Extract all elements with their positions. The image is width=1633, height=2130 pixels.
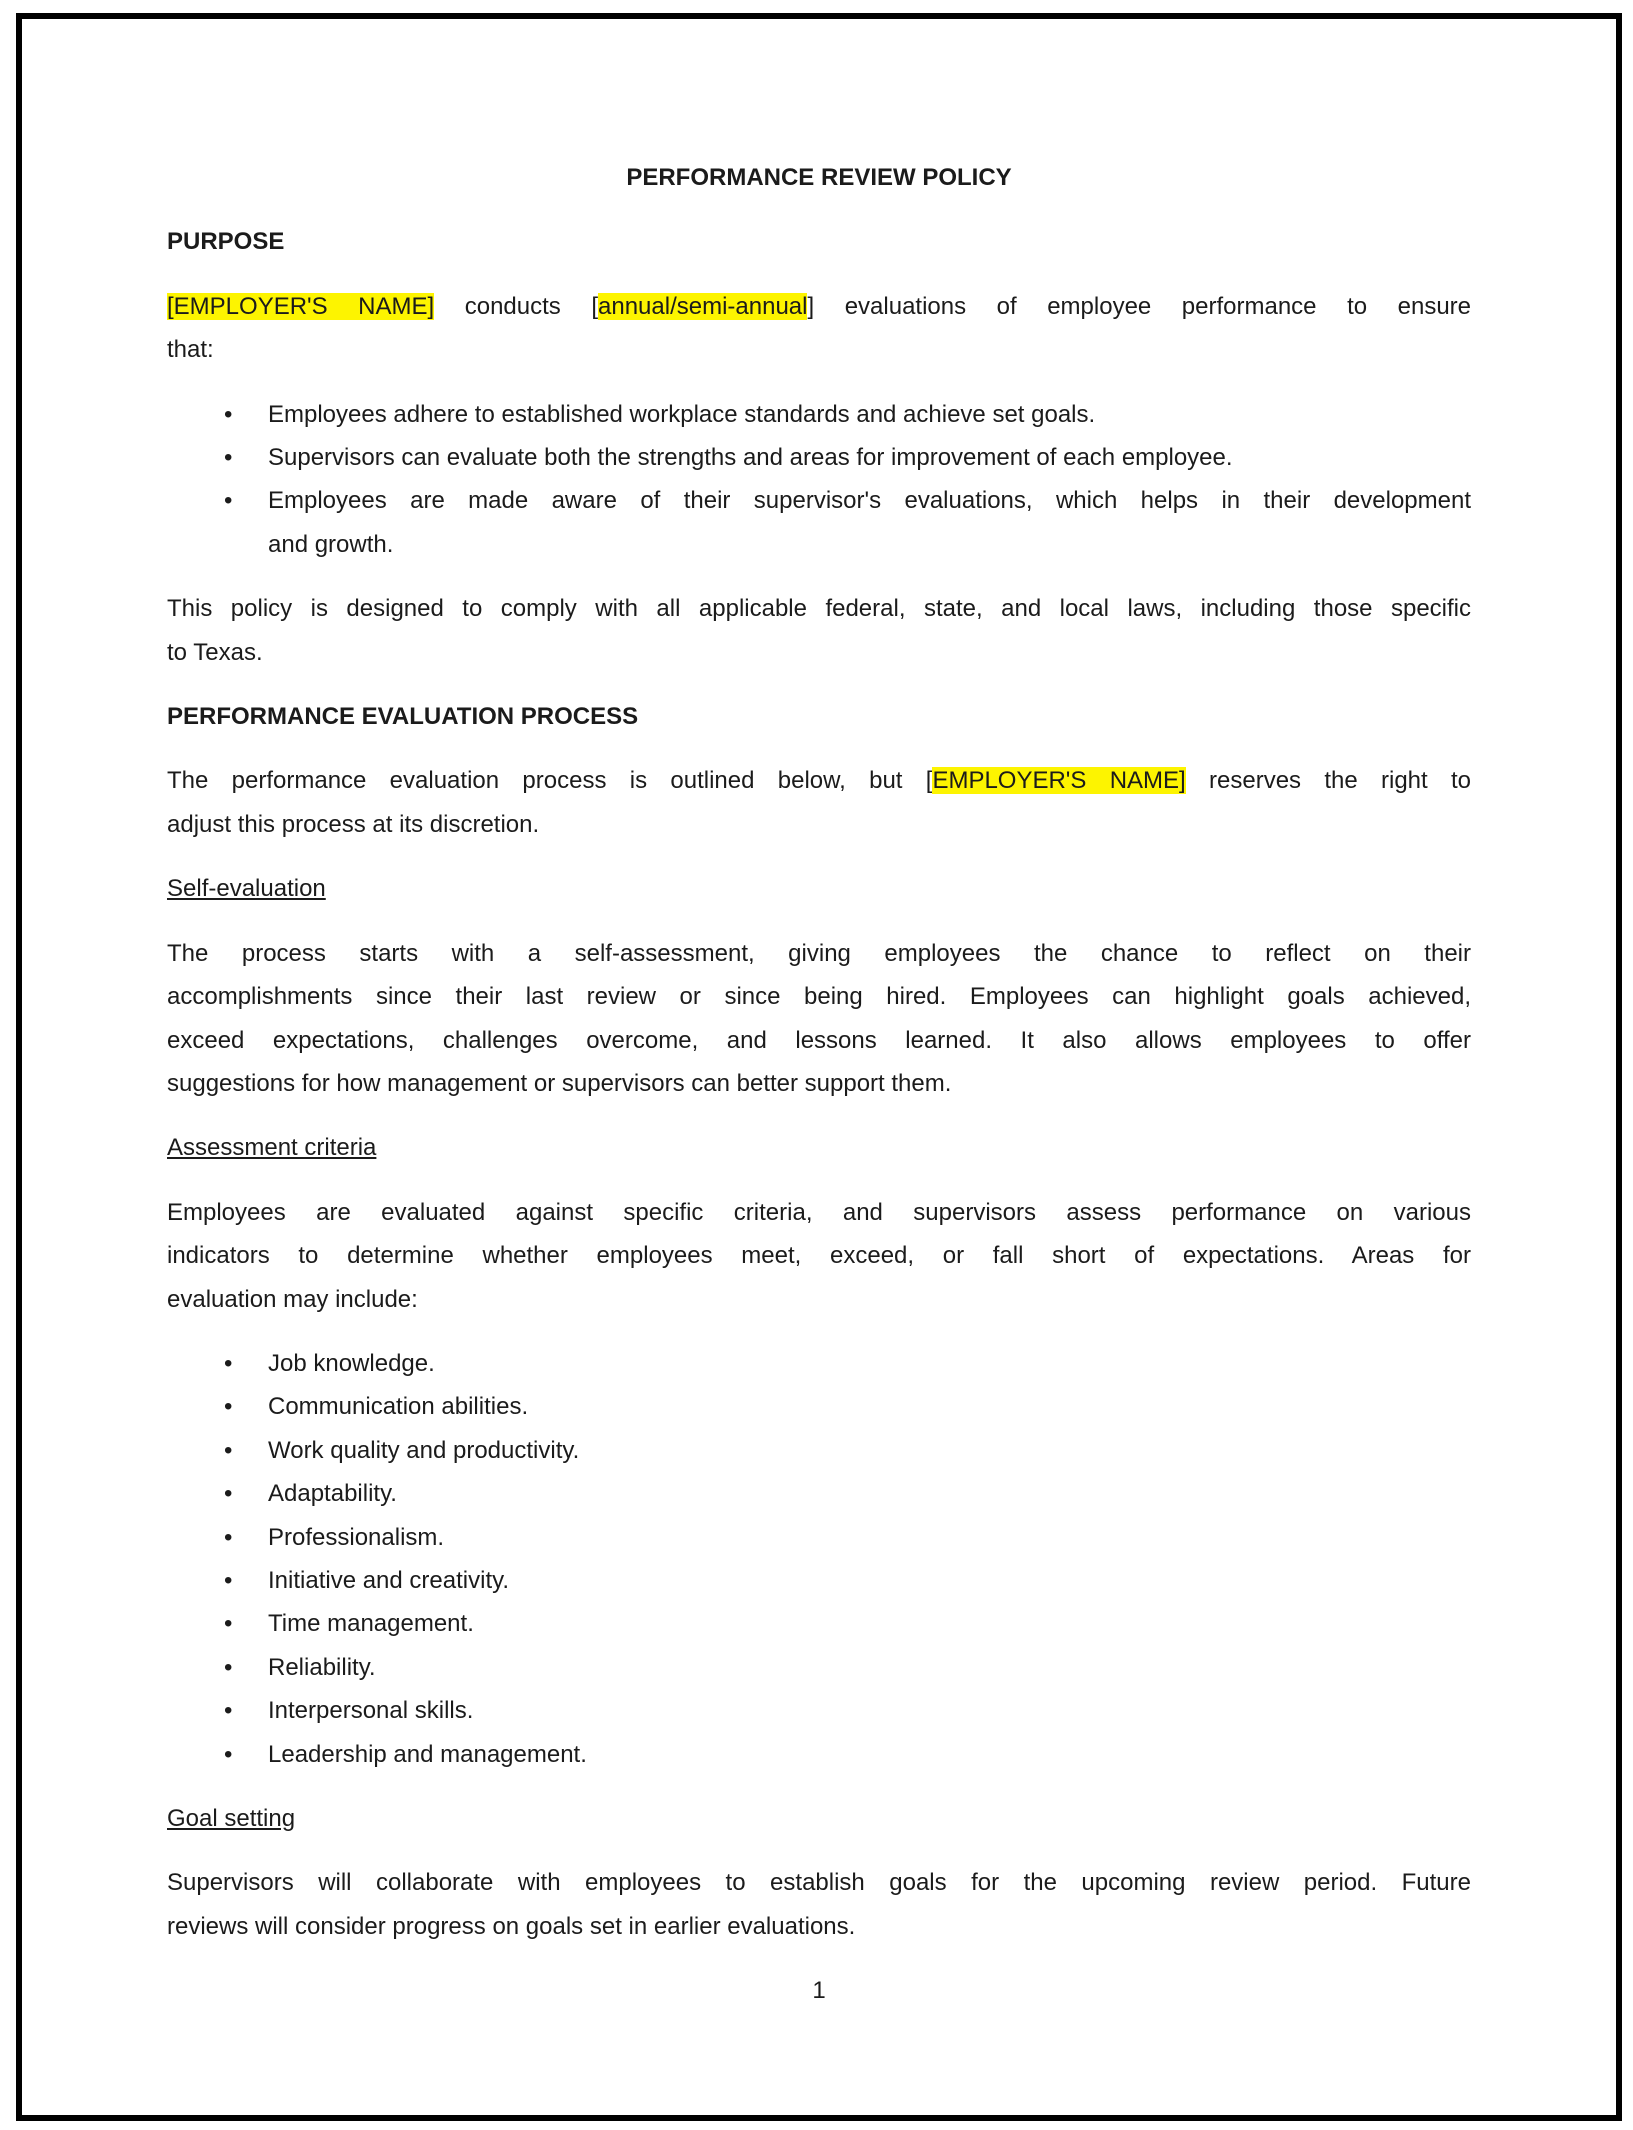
bullet-text: Adaptability. — [268, 1480, 397, 1508]
process-intro-line1 — [167, 759, 1471, 802]
assessment-paragraph — [167, 1191, 1471, 1321]
bullet-text-line1: Employees are made aware of their supervisor's evaluations, which helps in their development — [268, 487, 1471, 515]
purpose-intro-line1 — [167, 285, 1471, 328]
list-item — [167, 1472, 1471, 1515]
self-evaluation-paragraph — [167, 932, 1471, 1106]
frequency-placeholder: annual/semi-annual — [598, 292, 808, 320]
purpose-intro-mid: conducts [ — [434, 292, 598, 320]
goal-setting-paragraph — [167, 1861, 1471, 1948]
bullet-icon: • — [224, 1740, 233, 1768]
list-item — [167, 1602, 1471, 1645]
bullet-icon: • — [224, 1610, 233, 1638]
bullet-text: Job knowledge. — [268, 1349, 435, 1377]
compliance-paragraph — [167, 587, 1471, 674]
process-intro-tail: reserves the right to — [1185, 767, 1472, 795]
bullet-icon: • — [224, 1697, 233, 1725]
paragraph-line: exceed expectations, challenges overcome, and lessons learned. It also allows employees to offer — [167, 1026, 1471, 1054]
subheading-goal-setting: Goal setting — [167, 1805, 296, 1832]
compliance-line1: This policy is designed to comply with all applicable federal, state, and local laws, including those specific — [167, 595, 1471, 623]
purpose-intro-paragraph — [167, 285, 1471, 372]
bullet-text: Reliability. — [268, 1653, 376, 1681]
bullet-icon: • — [224, 444, 233, 472]
heading-evaluation-process: PERFORMANCE EVALUATION PROCESS — [167, 703, 639, 731]
bullet-text: Work quality and productivity. — [268, 1436, 580, 1464]
bullet-text: Professionalism. — [268, 1523, 445, 1551]
bullet-icon: • — [224, 1566, 233, 1594]
bullet-text: Initiative and creativity. — [268, 1566, 509, 1594]
bullet-icon: • — [224, 1653, 233, 1681]
purpose-bullet-list — [167, 393, 1471, 567]
bullet-icon: • — [224, 400, 233, 428]
bullet-text-line2: and growth. — [268, 530, 394, 558]
bullet-icon: • — [224, 1436, 233, 1464]
bullet-icon: • — [224, 1480, 233, 1508]
list-item — [167, 393, 1471, 436]
bullet-icon: • — [224, 487, 233, 515]
paragraph-line: indicators to determine whether employees meet, exceed, or fall short of expectations. Areas for — [167, 1242, 1471, 1270]
purpose-intro-tail: ] evaluations of employee performance to ensure — [807, 292, 1472, 320]
paragraph-line: accomplishments since their last review or since being hired. Employees can highlight goals achieved, — [167, 983, 1471, 1011]
list-item — [167, 1689, 1471, 1732]
criteria-bullet-list — [167, 1342, 1471, 1776]
paragraph-line: Supervisors will collaborate with employees to establish goals for the upcoming review period. Future — [167, 1869, 1471, 1897]
bullet-icon: • — [224, 1349, 233, 1377]
list-item — [167, 1516, 1471, 1559]
heading-purpose: PURPOSE — [167, 228, 285, 256]
list-item — [167, 479, 1471, 566]
list-item — [167, 1646, 1471, 1689]
doc-title: PERFORMANCE REVIEW POLICY — [626, 164, 1012, 191]
bullet-text: Leadership and management. — [268, 1740, 587, 1768]
subheading-assessment-criteria: Assessment criteria — [167, 1134, 377, 1162]
bullet-text: Employees adhere to established workplace standards and achieve set goals. — [268, 400, 1096, 428]
compliance-line2: to Texas. — [167, 638, 263, 666]
process-intro-line2: adjust this process at its discretion. — [167, 810, 540, 838]
purpose-intro-line2: that: — [167, 336, 214, 364]
page-number: 1 — [812, 1977, 826, 2005]
bullet-text: Communication abilities. — [268, 1393, 529, 1421]
bullet-text: Time management. — [268, 1610, 474, 1638]
list-item — [167, 1385, 1471, 1428]
paragraph-line: suggestions for how management or supervisors can better support them. — [167, 1069, 952, 1097]
employer-name-placeholder: [EMPLOYER'S NAME] — [167, 292, 435, 320]
process-intro-paragraph — [167, 759, 1471, 846]
bullet-icon: • — [224, 1523, 233, 1551]
bullet-text: Supervisors can evaluate both the strengths and areas for improvement of each employee. — [268, 444, 1233, 472]
list-item — [167, 436, 1471, 479]
paragraph-line: evaluation may include: — [167, 1285, 418, 1313]
paragraph-line: Employees are evaluated against specific criteria, and supervisors assess performance on various — [167, 1198, 1471, 1226]
paragraph-line: The process starts with a self-assessment, giving employees the chance to reflect on their — [167, 939, 1471, 967]
page-content — [167, 156, 1471, 2013]
paragraph-line: reviews will consider progress on goals set in earlier evaluations. — [167, 1912, 856, 1940]
bullet-text: Interpersonal skills. — [268, 1697, 474, 1725]
subheading-self-evaluation: Self-evaluation — [167, 875, 326, 903]
list-item — [167, 1429, 1471, 1472]
list-item — [167, 1342, 1471, 1385]
list-item — [167, 1559, 1471, 1602]
employer-name-placeholder: EMPLOYER'S NAME] — [932, 767, 1186, 795]
bullet-icon: • — [224, 1393, 233, 1421]
list-item — [167, 1733, 1471, 1776]
process-intro-start: The performance evaluation process is outlined below, but [ — [167, 767, 933, 795]
